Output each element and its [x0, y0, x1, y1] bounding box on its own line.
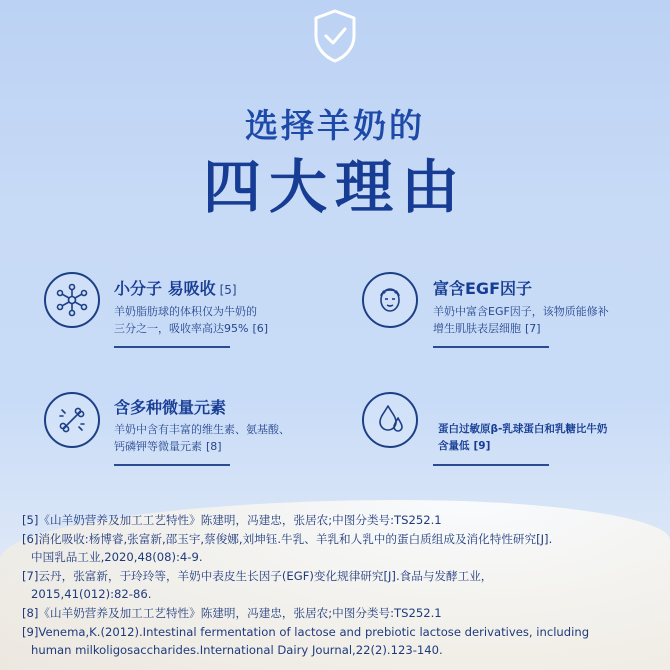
feature-2-title: 富含EGF因子	[433, 279, 532, 298]
feature-4-desc: 蛋白过敏原β-乳球蛋白和乳糖比牛奶 含量低 [9]	[438, 423, 608, 452]
feature-4-divider	[433, 464, 549, 466]
feature-2-desc: 羊奶中富含EGF因子，该物质能修补 增生肌肤表层细胞 [7]	[433, 305, 609, 335]
feature-1-divider	[114, 346, 230, 348]
drops-icon	[362, 392, 418, 448]
reference-item: [6]消化吸收:杨博睿,张富新,邵玉宇,蔡俊娜,刘坤钰.牛乳、羊乳和人乳中的蛋白质组成及消化特性研究[J].	[22, 531, 553, 546]
face-skin-icon	[362, 272, 418, 328]
feature-3-title: 含多种微量元素	[114, 398, 227, 417]
reference-item-continuation: 中国乳品工业,2020,48(08):4-9.	[31, 550, 203, 565]
references-list	[22, 511, 652, 660]
feature-1-desc: 羊奶脂肪球的体积仅为牛奶的 三分之一，吸收率高达95% [6]	[114, 305, 269, 335]
shield-check-icon	[312, 8, 358, 64]
reference-item: [9]Venema,K.(2012).Intestinal fermentation of lactose and prebiotic lactose derivatives, including	[22, 624, 590, 639]
page-subtitle: 选择羊奶的	[245, 106, 425, 145]
feature-3-divider	[114, 464, 230, 466]
reference-item-continuation: human milkoligosaccharides.International Dairy Journal,22(2).123-140.	[31, 643, 443, 658]
feature-3-desc: 羊奶中含有丰富的维生素、氨基酸、 钙磷钾等微量元素 [8]	[114, 423, 290, 453]
molecule-icon	[44, 272, 100, 328]
feature-2-divider	[433, 346, 549, 348]
reference-item-continuation: 2015,41(012):82-86.	[31, 587, 152, 602]
page-title: 四大理由	[202, 153, 467, 221]
reference-item: [7]云丹，张富新，于玲玲等，羊奶中表皮生长因子(EGF)变化规律研究[J].食品与发酵工业，	[22, 568, 493, 583]
feature-1-title: 小分子 易吸收 [5]	[114, 279, 237, 298]
bone-icon	[44, 392, 100, 448]
reference-item: [8]《山羊奶营养及加工工艺特性》陈建明，冯建忠，张居农;中图分类号:TS252.1	[22, 605, 442, 620]
reference-item: [5]《山羊奶营养及加工工艺特性》陈建明，冯建忠，张居农;中图分类号:TS252.1	[22, 513, 442, 527]
